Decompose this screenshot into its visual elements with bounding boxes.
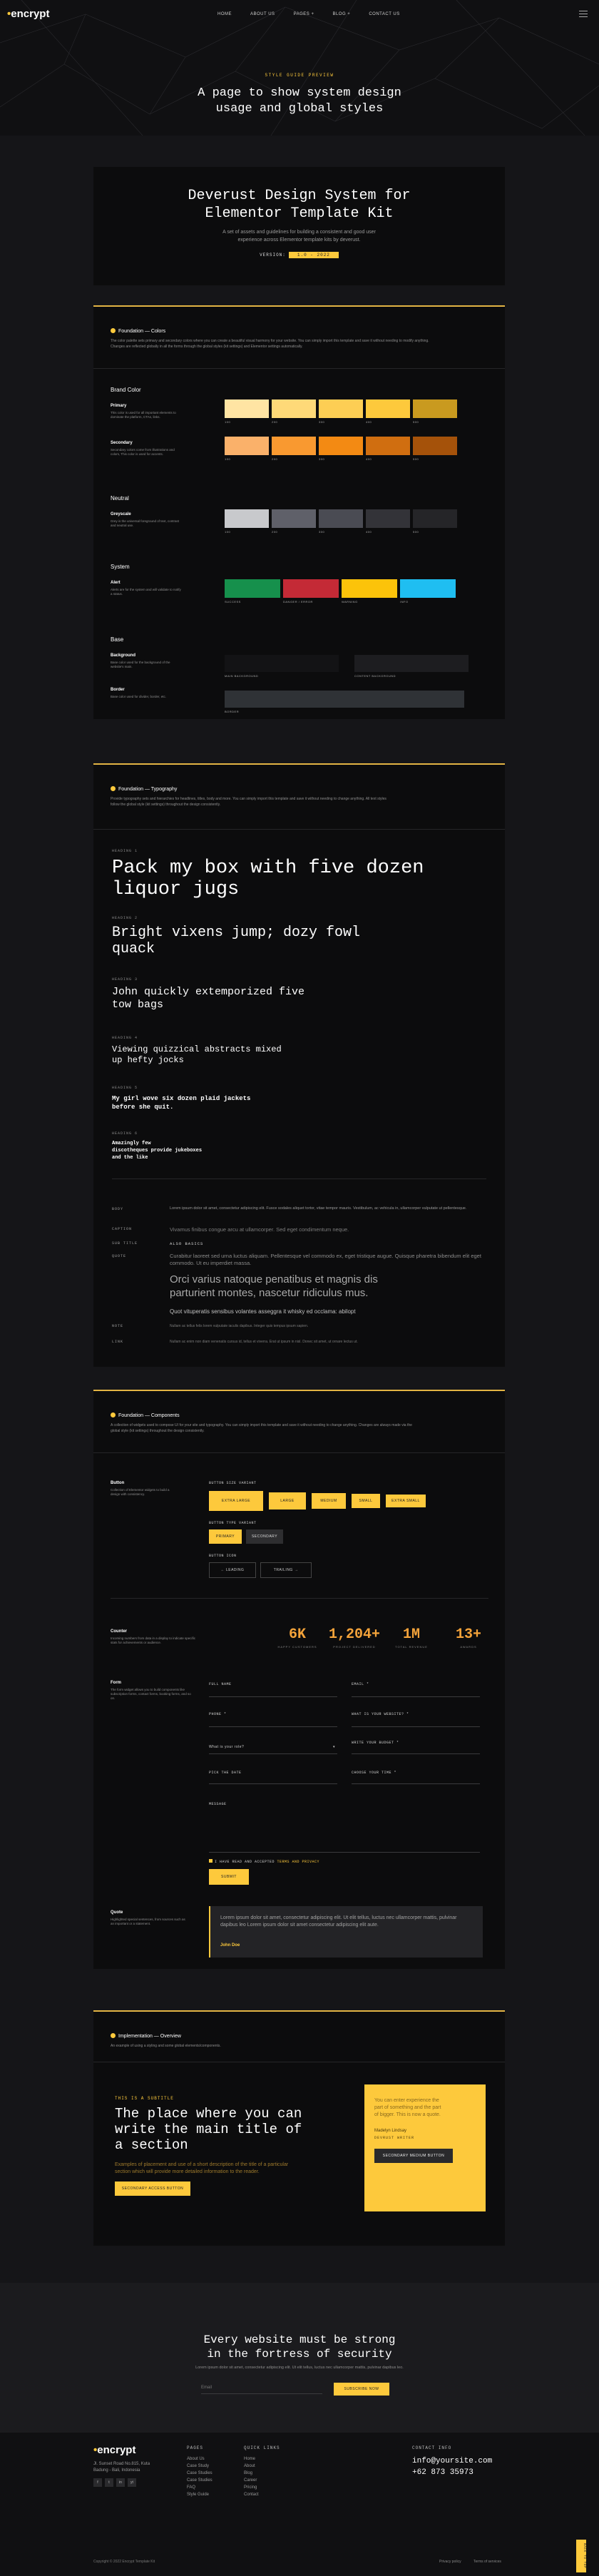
divider xyxy=(93,829,505,830)
background-label: Background xyxy=(111,653,136,658)
role-select[interactable]: What is your role? xyxy=(209,1745,245,1749)
terms-checkbox-row[interactable]: I HAVE READ AND ACCEPTED TERMS AND PRIVACY xyxy=(209,1859,319,1864)
greyscale-swatch-label: 400 xyxy=(366,530,372,534)
note-sample: Nullam ac tellus felis lorem vulputate iaculis dapibus. Integer quis tempus ipsum sapien. xyxy=(170,1324,309,1328)
components-section xyxy=(93,1390,505,1969)
budget-label: WRITE YOUR BUDGET * xyxy=(352,1741,399,1745)
colors-description: The color palette sets primary and secondary colors where you can create a beautiful visual harmony for your website. You can simply import this template and save it without needing to modify anything. Changes are reflected globally in all the forms through the global styles (kit settings) and Elementor settings automatically. xyxy=(111,339,429,349)
heading-5-label: HEADING 5 xyxy=(112,1086,138,1090)
background-swatch-label: CONTENT BACKGROUND xyxy=(354,674,396,678)
arrow-left-icon: ← xyxy=(220,1568,226,1572)
caption-label: CAPTION xyxy=(112,1227,133,1231)
website-label: WHAT IS YOUR WEBSITE? * xyxy=(352,1712,409,1716)
counter-number: 1M xyxy=(402,1626,420,1643)
contact-phone[interactable]: +62 873 35973 xyxy=(412,2468,473,2477)
button-description: Collection of Elementor widgets to build a design with consistency. xyxy=(111,1488,170,1496)
heading-2-sample: Bright vixens jump; dozy fowl quack xyxy=(112,925,361,957)
body-sample: Lorem ipsum dolor sit amet, consectetur adipiscing elit. Fusce sodales aliquet tortor, vitae tempor mauris. Vestibulum, ac vehicula in, ullamcorper vulputate ut pellentesque. xyxy=(170,1206,467,1211)
greyscale-label: Greyscale xyxy=(111,512,131,516)
alert-swatch xyxy=(400,579,456,598)
secondary-swatch-label: 300 xyxy=(319,457,325,461)
chevron-down-icon[interactable]: ▾ xyxy=(333,1745,336,1749)
background-swatch-label: MAIN BACKGROUND xyxy=(225,674,259,678)
button-title: Button xyxy=(111,1481,125,1485)
background-swatch xyxy=(225,655,339,672)
component-icon xyxy=(111,1412,116,1417)
checkbox-icon[interactable] xyxy=(209,1859,213,1863)
full-name-input[interactable] xyxy=(209,1696,337,1697)
primary-swatch xyxy=(413,399,457,418)
subscribe-button[interactable]: SUBSCRIBE NOW xyxy=(334,2383,389,2396)
type-icon xyxy=(111,786,116,791)
footer-link[interactable]: About xyxy=(244,2464,255,2468)
role-select-underline xyxy=(209,1753,337,1754)
footer-link[interactable]: Case Studies xyxy=(187,2478,213,2483)
full-name-label: FULL NAME xyxy=(209,1682,232,1686)
divider xyxy=(111,1598,488,1599)
copyright: Copyright © 2022 Encrypt Template Kit xyxy=(93,2560,155,2564)
primary-swatch xyxy=(272,399,316,418)
implementation-description: An example of using a styling and some global elements/components. xyxy=(111,2044,221,2048)
heading-4-sample: Viewing quizzical abstracts mixed up hefty jocks xyxy=(112,1044,282,1065)
border-swatch xyxy=(225,691,464,708)
border-label: Border xyxy=(111,688,125,692)
greyscale-swatch xyxy=(319,509,363,528)
cta-subtitle: Lorem ipsum dolor sit amet, consectetur adipiscing elit. Ut elit tellus, luctus nec ullamcorper mattis, pulvinar dapibus leo. xyxy=(195,2366,404,2370)
message-textarea[interactable] xyxy=(209,1852,480,1853)
cta-section xyxy=(0,2283,599,2433)
version-badge: 1.0 - 2022 xyxy=(289,252,339,258)
border-swatch-label: BORDER xyxy=(225,710,240,713)
typography-description: Provide typography sets and hierarchies for headlines, titles, body and more. You can simply import this template and save it without needing to change anything. All text styles follow the global style (kit settings) throughout the design consistently. xyxy=(111,797,386,807)
button-icon-label: BUTTON ICON xyxy=(209,1554,237,1558)
menu-item-blog[interactable]: BLOG + xyxy=(332,12,351,16)
greyscale-swatch-label: 500 xyxy=(413,530,419,534)
background-swatch xyxy=(354,655,469,672)
design-system-intro xyxy=(93,167,505,285)
border-description: Base color used for divider, border, etc. xyxy=(111,695,167,698)
form-description: The form widget allows you to build components like subscription forms, contact forms, booking forms, and so on. xyxy=(111,1688,191,1700)
counter-label: AWARDS xyxy=(460,1645,477,1649)
heading-6-label: HEADING 6 xyxy=(112,1131,138,1136)
footer-link[interactable]: Case Studies xyxy=(187,2471,213,2475)
impl-title: The place where you can write the main title of a section xyxy=(115,2106,302,2153)
primary-swatch xyxy=(319,399,363,418)
email-label: EMAIL * xyxy=(352,1682,369,1686)
secondary-swatch xyxy=(413,437,457,455)
greyscale-swatch xyxy=(413,509,457,528)
link-label: LINK xyxy=(112,1340,124,1344)
secondary-swatch-label: 200 xyxy=(272,457,278,461)
secondary-swatch xyxy=(366,437,410,455)
alert-description: Alerts are for the system and will validate to notify a status. xyxy=(111,588,181,596)
footer-link[interactable]: Blog xyxy=(244,2471,253,2475)
counter-label: PROJECT DELIVERED xyxy=(333,1645,376,1649)
subtitle-label: SUB TITLE xyxy=(112,1241,138,1246)
top-navigation xyxy=(0,0,599,30)
message-label: MESSAGE xyxy=(209,1802,227,1806)
greyscale-swatch xyxy=(366,509,410,528)
caption-sample: Vivamus finibus congue arcu at ullamcorper. Sed eget condimentum neque. xyxy=(170,1226,349,1233)
extra-small-button[interactable]: EXTRA SMALL xyxy=(386,1495,426,1507)
site-logo[interactable]: •encrypt xyxy=(7,8,50,20)
alert-swatch-label: SUCCESS xyxy=(225,600,241,604)
impl-card-name: Madelyn Lindsay xyxy=(374,2129,407,2133)
secondary-description: Secondary colors come from illustrations and colors, This color is used for accents. xyxy=(111,448,175,456)
system-title: System xyxy=(111,564,130,570)
button-type-variant-label: BUTTON TYPE VARIANT xyxy=(209,1521,257,1525)
counter-number: 1,204+ xyxy=(328,1626,380,1643)
back-to-top-button[interactable]: BACK TO TOP xyxy=(576,2540,586,2572)
alert-swatch-label: DANGER / ERROR xyxy=(283,600,313,604)
menu-item-home[interactable]: HOME xyxy=(217,12,232,16)
footer-logo[interactable]: •encrypt xyxy=(93,2444,136,2456)
subtitle-sample: ALSO BASICS xyxy=(170,1241,204,1246)
quote-small-sample: Curabitur laoreet sed urna luctus aliquam. Pellentesque vel commodo ex, eget tristique augue. Quisque pharetra bibendum elit eget commodo. Ut eu imperdiet massa. xyxy=(170,1253,481,1266)
terms-link[interactable]: TERMS AND PRIVACY xyxy=(277,1860,320,1864)
typography-section xyxy=(93,763,505,1367)
social-f-icon[interactable]: f xyxy=(93,2478,102,2487)
button-size-variant-label: BUTTON SIZE VARIANT xyxy=(209,1481,257,1485)
counter-label: HAPPY CUSTOMERS xyxy=(277,1645,317,1649)
quote-title: Quote xyxy=(111,1910,123,1915)
background-description: Base color used for the background of the website's main. xyxy=(111,661,170,668)
primary-swatch xyxy=(225,399,269,418)
link-sample[interactable]: Nullam ac enim non diam venenatis cursus id, tellus et viverra. Erat ut ipsum in nisl. Donec sit amet, ut ornare lectus ut. xyxy=(170,1340,358,1344)
website-input[interactable] xyxy=(352,1726,480,1727)
primary-label: Primary xyxy=(111,404,127,408)
alert-label: Alert xyxy=(111,581,121,585)
quote-label: QUOTE xyxy=(112,1254,127,1258)
terms-link[interactable]: Terms of services xyxy=(473,2560,501,2564)
impl-card-quote: You can enter experience the part of something and the part of bigger. This is now a quote. xyxy=(374,2098,441,2117)
design-system-title: Deverust Design System for Elementor Template Kit xyxy=(188,188,411,222)
impl-quote-card xyxy=(364,2084,486,2211)
secondary-access-button[interactable]: SECONDARY ACCESS BUTTON xyxy=(115,2182,190,2196)
implementation-heading: Implementation — Overview xyxy=(111,2033,181,2039)
neutral-title: Neutral xyxy=(111,495,129,502)
heading-3-label: HEADING 3 xyxy=(112,977,138,982)
submit-button[interactable]: SUBMIT xyxy=(209,1869,249,1885)
divider xyxy=(112,1178,486,1179)
footer-link[interactable]: Home xyxy=(244,2457,256,2461)
footer-link[interactable]: Career xyxy=(244,2478,257,2483)
footer-link[interactable]: FAQ xyxy=(187,2485,196,2490)
design-system-subtitle: A set of assets and guidelines for building a consistent and good user experience across Elementor template kits by deverust. xyxy=(222,230,376,243)
date-label: PICK THE DATE xyxy=(209,1771,242,1775)
hero-title: A page to show system design usage and global styles xyxy=(198,86,401,116)
small-button[interactable]: SMALL xyxy=(352,1494,380,1508)
primary-swatch-label: 200 xyxy=(272,420,278,424)
footer-link[interactable]: Pricing xyxy=(244,2485,257,2490)
heading-2-label: HEADING 2 xyxy=(112,916,138,920)
quick-links-heading: QUICK LINKS xyxy=(244,2445,280,2450)
secondary-swatch xyxy=(272,437,316,455)
social-in-icon[interactable]: in xyxy=(116,2478,125,2487)
primary-swatch xyxy=(366,399,410,418)
primary-swatch-label: 300 xyxy=(319,420,325,424)
counter-description: Incoming numbers from data in a display to indicate specific stats for achievements or audience. xyxy=(111,1636,196,1644)
secondary-swatch-label: 100 xyxy=(225,457,231,461)
phone-label: PHONE * xyxy=(209,1712,227,1716)
counter-number: 6K xyxy=(288,1626,306,1643)
quote-description: Highlighted special sentences, from sources such as an important or a statement. xyxy=(111,1918,185,1925)
heading-1-label: HEADING 1 xyxy=(112,849,138,853)
main-menu xyxy=(217,12,400,16)
heading-1-sample: Pack my box with five dozen liquor jugs xyxy=(112,857,424,900)
greyscale-description: Grey is the universal foreground of text, contrast and neutral use. xyxy=(111,519,180,527)
greyscale-swatch-label: 300 xyxy=(319,530,325,534)
counter-title: Counter xyxy=(111,1629,127,1634)
secondary-label: Secondary xyxy=(111,441,133,445)
alert-swatch xyxy=(283,579,339,598)
alert-swatch xyxy=(225,579,280,598)
medium-button[interactable]: MEDIUM xyxy=(312,1493,346,1509)
version-info: VERSION: 1.0 - 2022 xyxy=(93,253,505,258)
privacy-link[interactable]: Privacy policy xyxy=(439,2560,461,2564)
greyscale-swatch xyxy=(272,509,316,528)
time-label: CHOOSE YOUR TIME * xyxy=(352,1771,397,1775)
hamburger-menu-icon[interactable] xyxy=(579,11,588,19)
note-label: NOTE xyxy=(112,1324,124,1328)
impl-paragraph: Examples of placement and use of a short description of the title of a particular section which will provide more detailed information to the reader. xyxy=(115,2162,289,2174)
secondary-swatch xyxy=(225,437,269,455)
divider xyxy=(93,368,505,369)
layout-icon xyxy=(111,2033,116,2038)
trailing-icon-button[interactable]: TRAILING → xyxy=(260,1562,312,1578)
time-input[interactable] xyxy=(352,1783,480,1784)
greyscale-swatch-label: 200 xyxy=(272,530,278,534)
impl-card-role: DEVRUST WRITER xyxy=(374,2136,415,2140)
quote-author: John Doe xyxy=(220,1943,240,1948)
budget-input[interactable] xyxy=(352,1753,480,1754)
alert-swatch-label: INFO xyxy=(400,600,409,604)
greyscale-swatch xyxy=(225,509,269,528)
contact-email[interactable]: info@yoursite.com xyxy=(412,2457,493,2465)
heading-6-sample: Amazingly few discotheques provide jukeboxes and the like xyxy=(112,1141,203,1161)
contact-heading: CONTACT INFO xyxy=(412,2445,452,2450)
quote-text: Lorem ipsum dolor sit amet, consectetur adipiscing elit. Ut elit tellus, luctus nec ullamcorper mattis, pulvinar dapibus leo Lorem ipsum dolor sit amet consectetur adipiscing elit aute. xyxy=(220,1915,457,1928)
secondary-swatch xyxy=(319,437,363,455)
quote-large-sample: Orci varius natoque penatibus et magnis dis parturient montes, nascetur ridiculus mus. xyxy=(170,1273,378,1299)
greyscale-swatch-label: 100 xyxy=(225,530,231,534)
secondary-button[interactable]: SECONDARY xyxy=(246,1529,283,1544)
primary-description: This color is used for all important elements to dominate the platform, CTAs, links. xyxy=(111,411,176,419)
primary-swatch-label: 500 xyxy=(413,420,419,424)
counter-number: 13+ xyxy=(455,1626,481,1643)
large-button[interactable]: LARGE xyxy=(269,1492,306,1510)
social-t-icon[interactable]: t xyxy=(105,2478,113,2487)
footer-link[interactable]: About Us xyxy=(187,2457,205,2461)
social-links xyxy=(93,2478,136,2487)
form-title: Form xyxy=(111,1681,121,1685)
alert-swatch xyxy=(342,579,397,598)
menu-item-about[interactable]: ABOUT US xyxy=(250,12,275,16)
colors-section xyxy=(93,305,505,719)
components-description: A collection of widgets used to compose UI for your site and typography. You can simply import this template and save it without needing to change anything. Changes are always made via the global style (kit settings) throughout the design consistently. xyxy=(111,1423,412,1433)
cta-email-input[interactable]: Email xyxy=(201,2383,322,2394)
components-heading: Foundation — Components xyxy=(111,1412,180,1418)
quote-accent-sample: Quot vituperatis sensibus volantes asseggra it whisky ed occlama: abilopt xyxy=(170,1308,356,1315)
base-title: Base xyxy=(111,636,124,643)
primary-swatch-label: 400 xyxy=(366,420,372,424)
pages-heading: PAGES xyxy=(187,2445,204,2450)
date-input[interactable] xyxy=(209,1783,337,1784)
colors-heading: Foundation — Colors xyxy=(111,328,165,334)
hero-section xyxy=(0,0,599,136)
email-input[interactable] xyxy=(352,1696,480,1697)
phone-input[interactable] xyxy=(209,1726,337,1727)
alert-swatch-label: WARNING xyxy=(342,600,358,604)
footer-link[interactable]: Contact xyxy=(244,2493,259,2497)
menu-item-contact[interactable]: CONTACT US xyxy=(369,12,400,16)
secondary-swatch-label: 400 xyxy=(366,457,372,461)
typography-heading: Foundation — Typography xyxy=(111,786,177,792)
leading-icon-button[interactable]: ← LEADING xyxy=(209,1562,256,1578)
heading-3-sample: John quickly extemporized five tow bags xyxy=(112,986,305,1011)
impl-eyebrow: THIS IS A SUBTITLE xyxy=(115,2096,174,2101)
implementation-section xyxy=(93,2010,505,2246)
arrow-right-icon: → xyxy=(292,1568,299,1572)
extra-large-button[interactable]: EXTRA LARGE xyxy=(209,1491,263,1511)
secondary-swatch-label: 500 xyxy=(413,457,419,461)
primary-button[interactable]: PRIMARY xyxy=(209,1529,242,1544)
heading-5-sample: My girl wove six dozen plaid jackets before she quit. xyxy=(112,1095,251,1111)
cta-title: Every website must be strong in the fortress of security xyxy=(203,2333,396,2361)
brand-color-title: Brand Color xyxy=(111,387,141,393)
primary-swatch-label: 100 xyxy=(225,420,231,424)
menu-item-pages[interactable]: PAGES + xyxy=(293,12,314,16)
heading-4-label: HEADING 4 xyxy=(112,1036,138,1040)
body-label: BODY xyxy=(112,1207,124,1211)
footer-address: Jl. Sunset Road No.815, Kuta Badung - Bali, Indonesia xyxy=(93,2462,150,2473)
footer-link[interactable]: Style Guide xyxy=(187,2493,210,2497)
social-yt-icon[interactable]: yt xyxy=(128,2478,136,2487)
quote-card xyxy=(209,1906,483,1958)
hero-eyebrow: STYLE GUIDE PREVIEW xyxy=(265,73,334,78)
counter-label: TOTAL REVENUE xyxy=(395,1645,428,1649)
footer xyxy=(0,2433,599,2576)
divider xyxy=(93,1452,505,1453)
footer-link[interactable]: Case Study xyxy=(187,2464,210,2468)
secondary-medium-button[interactable]: SECONDARY MEDIUM BUTTON xyxy=(374,2149,453,2163)
palette-icon xyxy=(111,328,116,333)
